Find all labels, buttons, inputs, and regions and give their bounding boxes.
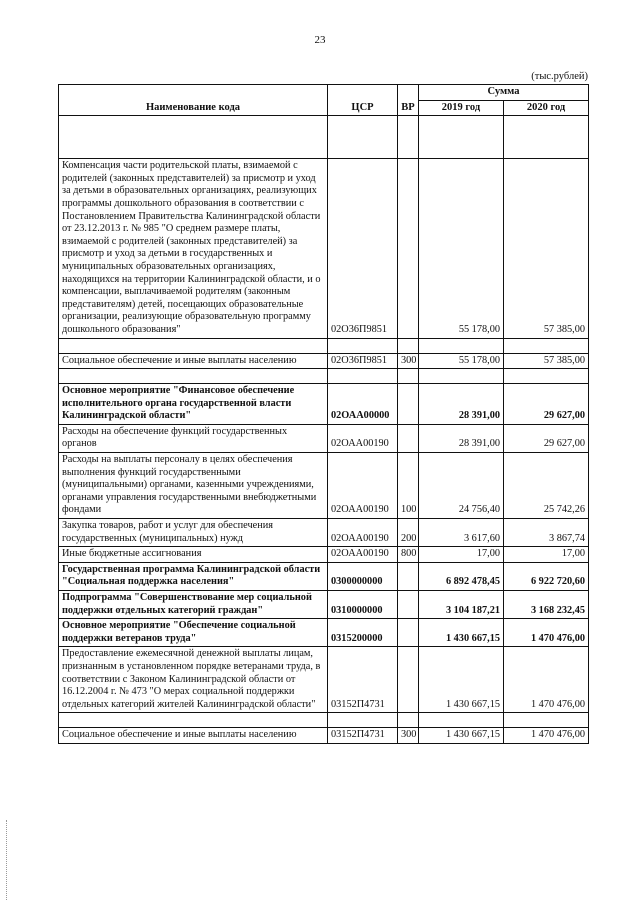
- cell-name: Социальное обеспечение и иные выплаты населению: [59, 728, 328, 744]
- header-name: Наименование кода: [59, 85, 328, 116]
- cell-2019: 24 756,40: [419, 453, 504, 519]
- cell-name: Государственная программа Калининградской области "Социальная поддержка населения": [59, 562, 328, 590]
- cell-2020: 1 470 476,00: [504, 728, 589, 744]
- cell-2019: 1 430 667,15: [419, 619, 504, 647]
- cell-vr: 300: [398, 353, 419, 369]
- cell-2020: 1 470 476,00: [504, 619, 589, 647]
- cell-2020: 3 867,74: [504, 519, 589, 547]
- cell-vr: [398, 384, 419, 425]
- cell-2020: 17,00: [504, 547, 589, 563]
- cell-name: Основное мероприятие "Финансовое обеспечение исполнительного органа государственной власти Калининградской области": [59, 384, 328, 425]
- header-sum: Сумма: [419, 85, 589, 101]
- page-number: 23: [314, 34, 326, 46]
- cell-2020: 6 922 720,60: [504, 562, 589, 590]
- cell-2020: 25 742,26: [504, 453, 589, 519]
- table-row: [59, 384, 589, 425]
- table-body: [59, 116, 589, 744]
- table-row: [59, 424, 589, 452]
- cell-2019: 1 430 667,15: [419, 647, 504, 713]
- cell-2019: 17,00: [419, 547, 504, 563]
- table-row: [59, 519, 589, 547]
- table-row: [59, 453, 589, 519]
- cell-csr: 03152П4731: [328, 647, 398, 713]
- cell-2020: 57 385,00: [504, 353, 589, 369]
- cell-vr: 100: [398, 453, 419, 519]
- units-label: (тыс.рублей): [531, 71, 588, 82]
- cell-2019: 55 178,00: [419, 353, 504, 369]
- table-row: [59, 619, 589, 647]
- cell-2019: 28 391,00: [419, 424, 504, 452]
- cell-csr: 0300000000: [328, 562, 398, 590]
- cell-csr: 02ОАА00000: [328, 384, 398, 425]
- cell-2019: 6 892 478,45: [419, 562, 504, 590]
- cell-2020: 1 470 476,00: [504, 647, 589, 713]
- header-row-top: [59, 85, 589, 101]
- table-row: [59, 547, 589, 563]
- header-year-2020: 2020 год: [504, 100, 589, 116]
- cell-2019: 3 617,60: [419, 519, 504, 547]
- budget-table: [58, 84, 589, 744]
- cell-name: Подпрограмма "Совершенствование мер социальной поддержки отдельных категорий граждан": [59, 591, 328, 619]
- table-row-spacer: [59, 713, 589, 728]
- cell-csr: 02ОАА00190: [328, 547, 398, 563]
- cell-name: Основное мероприятие "Обеспечение социальной поддержки ветеранов труда": [59, 619, 328, 647]
- cell-name: Компенсация части родительской платы, взимаемой с родителей (законных представителей) за присмотр и уход за детьми в образовательных организациях, реализующих программы дошкольного образования в соответствии с Постановлением Правительства Калининградской области от 23.12.2013 г. № 985 "О среднем размере платы, взимаемой с родителей (законных представителей) за присмотр и уход за детьми в государственных и муниципальных образовательных организациях, находящихся на территории Калининградской области, и о компенсации, выплачиваемой родителям (законным представителям) детей, посещающих образовательные организации, реализующие образовательную программу дошкольного образования": [59, 159, 328, 338]
- table-row: [59, 353, 589, 369]
- margin-scan-mark: [6, 820, 13, 900]
- header-csr: ЦСР: [328, 85, 398, 116]
- cell-2020: 57 385,00: [504, 159, 589, 338]
- cell-2019: 28 391,00: [419, 384, 504, 425]
- table-row: [59, 728, 589, 744]
- table-row-spacer: [59, 116, 589, 159]
- cell-vr: 200: [398, 519, 419, 547]
- cell-name: Расходы на выплаты персоналу в целях обеспечения выполнения функций государственными (муниципальными) органами, казенными учреждениями, органами управления государственными внебюджетными фондами: [59, 453, 328, 519]
- cell-name: Иные бюджетные ассигнования: [59, 547, 328, 563]
- table-row: [59, 562, 589, 590]
- table-row-spacer: [59, 369, 589, 384]
- cell-name: Социальное обеспечение и иные выплаты населению: [59, 353, 328, 369]
- cell-2020: 29 627,00: [504, 384, 589, 425]
- cell-vr: [398, 619, 419, 647]
- table-row: [59, 647, 589, 713]
- cell-vr: [398, 562, 419, 590]
- cell-vr: 300: [398, 728, 419, 744]
- cell-csr: 02О36П9851: [328, 353, 398, 369]
- cell-vr: [398, 647, 419, 713]
- cell-csr: 02ОАА00190: [328, 424, 398, 452]
- cell-vr: [398, 424, 419, 452]
- cell-csr: 02ОАА00190: [328, 453, 398, 519]
- table-row: [59, 591, 589, 619]
- cell-vr: [398, 591, 419, 619]
- cell-vr: [398, 159, 419, 338]
- cell-csr: 0315200000: [328, 619, 398, 647]
- table-row: [59, 159, 589, 338]
- cell-name: Закупка товаров, работ и услуг для обеспечения государственных (муниципальных) нужд: [59, 519, 328, 547]
- cell-2019: 55 178,00: [419, 159, 504, 338]
- header-year-2019: 2019 год: [419, 100, 504, 116]
- cell-csr: 0310000000: [328, 591, 398, 619]
- cell-2019: 3 104 187,21: [419, 591, 504, 619]
- header-vr: ВР: [398, 85, 419, 116]
- cell-name: Предоставление ежемесячной денежной выплаты лицам, признанным в установленном порядке ветеранами труда, в соответствии с Законом Калининградской области от 16.12.2004 г. № 473 "О мерах социальной поддержки отдельных категорий жителей Калининградской области": [59, 647, 328, 713]
- cell-csr: 02ОАА00190: [328, 519, 398, 547]
- cell-name: Расходы на обеспечение функций государственных органов: [59, 424, 328, 452]
- cell-2020: 3 168 232,45: [504, 591, 589, 619]
- cell-vr: 800: [398, 547, 419, 563]
- table-row-spacer: [59, 338, 589, 353]
- cell-csr: 02О36П9851: [328, 159, 398, 338]
- cell-2019: 1 430 667,15: [419, 728, 504, 744]
- cell-2020: 29 627,00: [504, 424, 589, 452]
- cell-csr: 03152П4731: [328, 728, 398, 744]
